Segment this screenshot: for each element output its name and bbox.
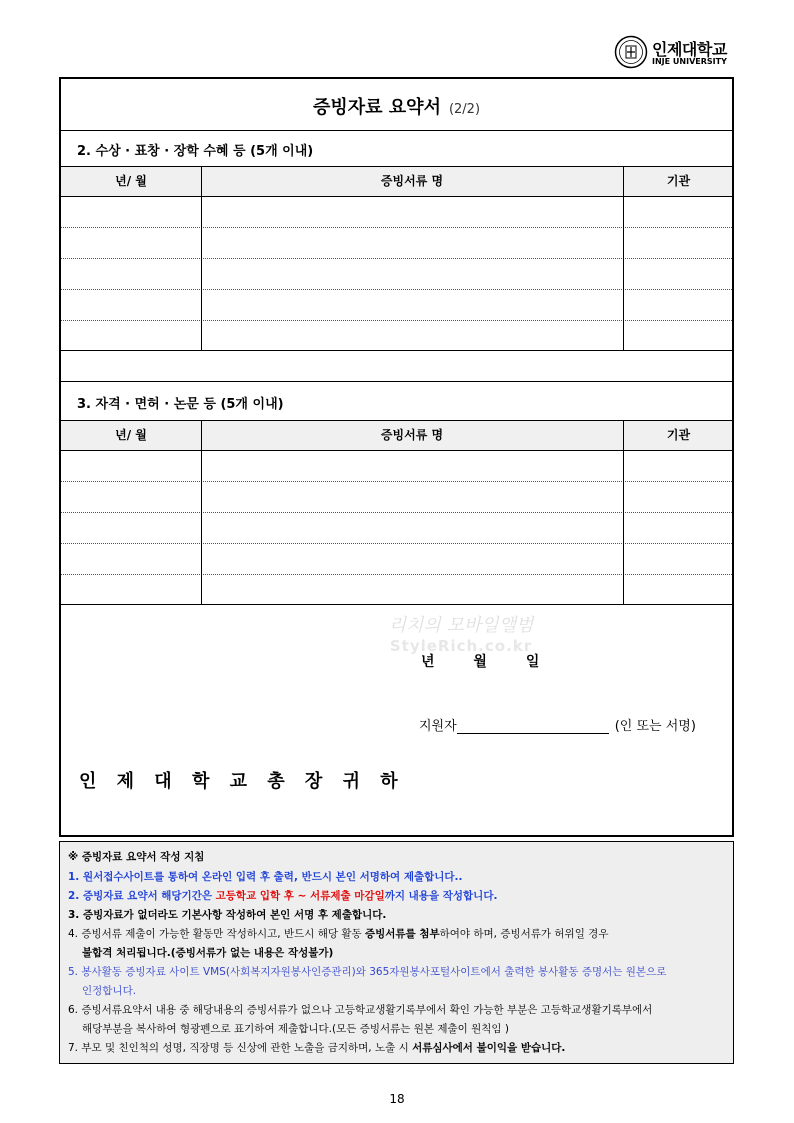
logo-korean-name: 인제대학교 (652, 40, 727, 59)
column-divider (201, 420, 202, 604)
guideline-6-cont: 해당부분을 복사하여 형광펜으로 표기하여 제출합니다.(모든 증빙서류는 원본 제출이 원칙임 ) (82, 1023, 510, 1035)
table-row-line (61, 320, 732, 321)
form-title: 증빙자료 요약서 (2/2) (312, 97, 481, 118)
form-page-indicator: (2/2) (448, 102, 481, 117)
column-divider (623, 420, 624, 604)
signature-hint: (인 또는 서명) (614, 719, 696, 734)
table-row-line (61, 543, 732, 544)
watermark-url: StyleRich.co.kr (389, 637, 533, 655)
column-divider (201, 166, 202, 350)
table-row-line (61, 574, 732, 575)
column-year-month: 년/ 월 (115, 428, 147, 442)
table-row-line (61, 258, 732, 259)
guideline-4-cont: 불합격 처리됩니다.(증빙서류가 없는 내용은 작성불가) (82, 947, 334, 959)
divider (61, 130, 732, 131)
column-year-month: 년/ 월 (115, 174, 147, 188)
section3-title: 3. 자격 · 면허 · 논문 등 (5개 이내) (77, 397, 284, 412)
column-divider (623, 166, 624, 350)
column-institution: 기관 (666, 428, 691, 442)
page-number: 18 (389, 1092, 405, 1106)
section2-table-header (61, 166, 732, 196)
guideline-6: 6. 증빙서류요약서 내용 중 해당내용의 증빙서류가 없으나 고등학교생활기록부에서 확인 가능한 부분은 고등학교생활기록부에서 (68, 1004, 653, 1016)
guideline-1: 1. 원서접수사이트를 통하여 온라인 입력 후 출력, 반드시 본인 서명하여 제출합니다.. (68, 871, 463, 883)
university-seal-icon (614, 35, 648, 69)
signature-line (419, 715, 696, 734)
day-label: 일 (525, 654, 540, 670)
logo-english-name: INJE UNIVERSITY (652, 57, 727, 66)
table-row-line (61, 481, 732, 482)
applicant-label: 지원자 (419, 719, 457, 734)
month-label: 월 (473, 654, 487, 670)
date-line (421, 651, 539, 671)
table-border (61, 604, 732, 605)
table-row-line (61, 227, 732, 228)
table-border (61, 450, 732, 451)
table-row-line (61, 289, 732, 290)
guideline-4: 4. 증빙서류 제출이 가능한 활동만 작성하시고, 반드시 해당 활동 증빙서류를 첨부하여야 하며, 증빙서류가 허위일 경우 (68, 928, 609, 940)
signature-field[interactable] (457, 721, 609, 734)
table-border (61, 420, 732, 421)
table-row-line (61, 512, 732, 513)
addressee: 인 제 대 학 교 총 장 귀 하 (79, 771, 405, 792)
university-logo (614, 35, 732, 71)
table-border (61, 350, 732, 351)
guideline-2: 2. 증빙자료 요약서 해당기간은 고등학교 입학 후 ∼ 서류제출 마감일까지 내용을 작성합니다. (68, 890, 498, 902)
guideline-3: 3. 증빙자료가 없더라도 기본사항 작성하여 본인 서명 후 제출합니다. (68, 909, 387, 921)
section3-table-header (61, 420, 732, 450)
guidelines-title: ※ 증빙자료 요약서 작성 지침 (68, 851, 205, 863)
writing-guidelines (59, 841, 734, 1064)
guideline-5: 5. 봉사활동 증빙자료 사이트 VMS(사회복지자원봉사인증관리)와 365자원봉사포털사이트에서 출력한 봉사활동 증명서는 원본으로 (68, 966, 667, 978)
section2-title: 2. 수상 · 표창 · 장학 수혜 등 (5개 이내) (77, 144, 314, 159)
year-label: 년 (421, 654, 435, 670)
form-frame (59, 77, 734, 837)
guideline-5-cont: 인정합니다. (82, 985, 137, 997)
watermark-text: 리치의 모바일앨범 (388, 615, 534, 636)
column-document-name: 증빙서류 명 (380, 174, 444, 188)
guideline-7: 7. 부모 및 친인척의 성명, 직장명 등 신상에 관한 노출을 금지하며, 노출 시 서류심사에서 불이익을 받습니다. (68, 1042, 566, 1054)
divider (61, 381, 732, 382)
column-institution: 기관 (666, 174, 691, 188)
table-border (61, 166, 732, 167)
column-document-name: 증빙서류 명 (380, 428, 444, 442)
watermark (381, 611, 541, 655)
table-border (61, 196, 732, 197)
